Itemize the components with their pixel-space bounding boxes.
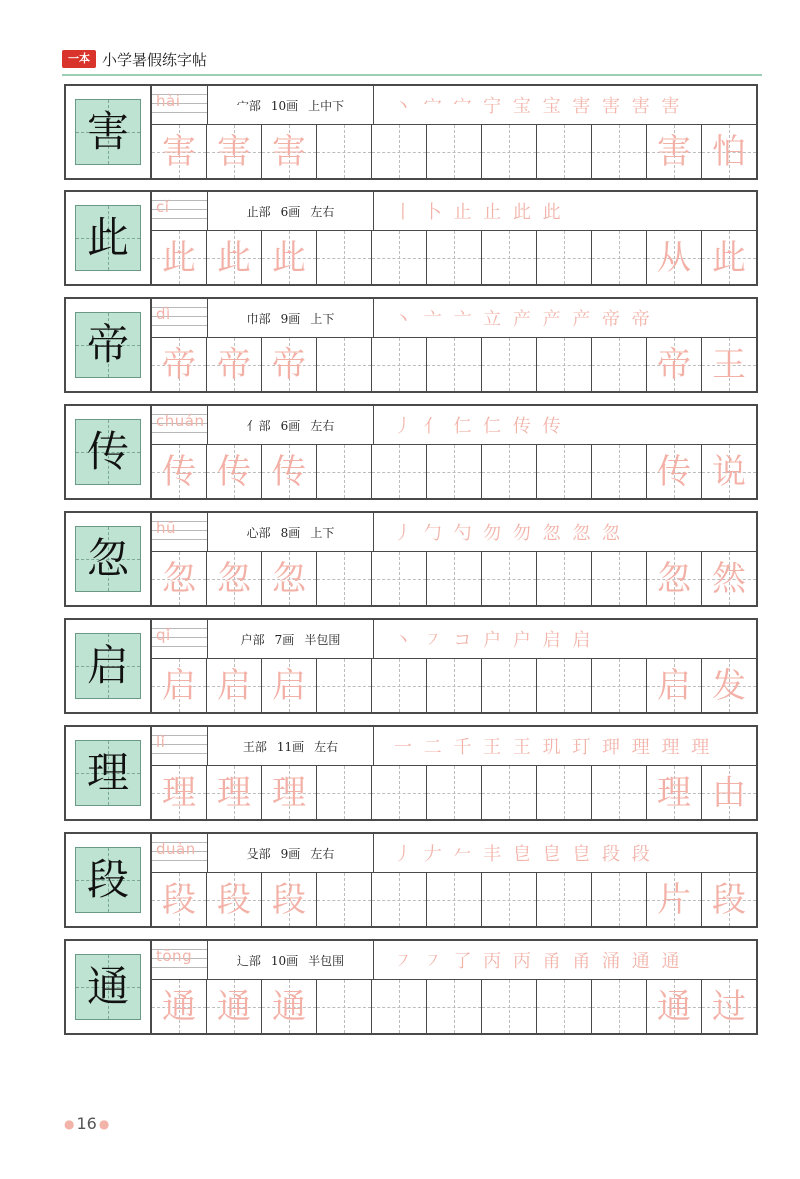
writing-cell[interactable] [427, 766, 482, 819]
writing-cell[interactable] [317, 445, 372, 498]
trace-char: 理 [272, 772, 306, 813]
writing-cell[interactable] [592, 766, 647, 819]
word-char: 此 [712, 237, 746, 278]
model-char: 通 [86, 962, 129, 1011]
writing-cell[interactable] [702, 873, 756, 926]
trace-char: 帝 [217, 344, 251, 385]
writing-cell[interactable] [592, 125, 647, 178]
pinyin-lines [152, 834, 208, 872]
writing-cell[interactable] [647, 766, 702, 819]
char-info [208, 834, 374, 872]
writing-cell[interactable] [262, 125, 317, 178]
trace-char: 启 [217, 665, 251, 706]
writing-cell[interactable] [482, 766, 537, 819]
writing-grid [152, 124, 756, 178]
model-char-box [66, 192, 152, 284]
writing-cell[interactable] [537, 980, 592, 1033]
writing-cell[interactable] [207, 552, 262, 605]
writing-cell[interactable] [647, 873, 702, 926]
writing-cell[interactable] [702, 338, 756, 391]
trace-char: 帝 [162, 344, 196, 385]
trace-char: 理 [217, 772, 251, 813]
practice-row [64, 190, 758, 286]
word-char: 由 [712, 772, 746, 813]
practice-row [64, 511, 758, 607]
trace-char: 段 [162, 879, 196, 920]
trace-char: 通 [272, 986, 306, 1027]
model-char-box [66, 620, 152, 712]
writing-cell[interactable] [427, 873, 482, 926]
writing-grid [152, 658, 756, 712]
tian-grid [75, 205, 141, 271]
radical: 宀部 [236, 98, 261, 113]
writing-cell[interactable] [262, 980, 317, 1033]
writing-cell[interactable] [152, 338, 207, 391]
trace-char: 此 [272, 237, 306, 278]
tian-grid [75, 740, 141, 806]
word-char: 然 [712, 558, 746, 599]
writing-cell[interactable] [317, 125, 372, 178]
model-char: 忽 [86, 534, 129, 583]
structure: 上下 [310, 311, 335, 326]
page-header [62, 48, 207, 70]
pinyin: hài [156, 92, 181, 110]
writing-cell[interactable] [207, 338, 262, 391]
char-info [208, 192, 374, 230]
structure: 左右 [314, 739, 339, 754]
tian-grid [75, 419, 141, 485]
word-char: 通 [657, 986, 691, 1027]
practice-row [64, 832, 758, 928]
trace-char: 忽 [217, 558, 251, 599]
model-char-box [66, 941, 152, 1033]
model-char: 理 [86, 748, 129, 797]
writing-cell[interactable] [317, 873, 372, 926]
pinyin-lines [152, 299, 208, 337]
word-char: 说 [712, 451, 746, 492]
stroke-count: 7画 [274, 632, 295, 647]
char-info [208, 299, 374, 337]
trace-char: 段 [272, 879, 306, 920]
writing-cell[interactable] [592, 231, 647, 284]
writing-cell[interactable] [152, 231, 207, 284]
stroke-order: 丶 ㇇ コ 户 户 启 启 [394, 630, 594, 651]
writing-cell[interactable] [372, 873, 427, 926]
word-char: 怕 [712, 131, 746, 172]
pinyin-lines [152, 406, 208, 444]
trace-char: 通 [217, 986, 251, 1027]
pinyin: dì [156, 305, 171, 323]
radical: 辶部 [236, 953, 261, 968]
writing-cell[interactable] [482, 231, 537, 284]
trace-char: 段 [217, 879, 251, 920]
writing-cell[interactable] [702, 766, 756, 819]
writing-cell[interactable] [152, 552, 207, 605]
model-char: 传 [86, 427, 129, 476]
stroke-order: 丨 卜 止 止 此 此 [394, 202, 564, 223]
writing-cell[interactable] [592, 338, 647, 391]
writing-cell[interactable] [262, 231, 317, 284]
writing-cell[interactable] [537, 659, 592, 712]
writing-cell[interactable] [647, 338, 702, 391]
word-char: 害 [657, 131, 691, 172]
stroke-order: ㇇ ㇇ 了 丙 丙 甬 甬 涌 通 通 [394, 951, 683, 972]
stroke-count: 10画 [270, 98, 299, 113]
structure: 左右 [310, 204, 335, 219]
trace-char: 害 [272, 131, 306, 172]
word-char: 片 [657, 879, 691, 920]
stroke-order: 丶 亠 亠 立 产 产 产 帝 帝 [394, 309, 653, 330]
pinyin: lǐ [156, 733, 166, 751]
writing-cell[interactable] [702, 445, 756, 498]
page-number [62, 1114, 111, 1133]
pinyin: duàn [156, 840, 196, 858]
writing-cell[interactable] [427, 125, 482, 178]
word-char: 从 [657, 237, 691, 278]
tian-grid [75, 526, 141, 592]
writing-cell[interactable] [152, 125, 207, 178]
model-char: 害 [86, 107, 129, 156]
trace-char: 传 [162, 451, 196, 492]
pinyin-lines [152, 513, 208, 551]
pinyin: cǐ [156, 198, 170, 216]
trace-char: 传 [217, 451, 251, 492]
radical: 王部 [242, 739, 267, 754]
practice-row [64, 618, 758, 714]
writing-grid [152, 444, 756, 498]
word-char: 发 [712, 665, 746, 706]
model-char: 帝 [86, 320, 129, 369]
char-info [208, 941, 374, 979]
stroke-order: 丿 𠂇 𠂉 丰 皀 皀 皀 段 段 [394, 844, 653, 865]
char-info [208, 513, 374, 551]
writing-cell[interactable] [262, 659, 317, 712]
stroke-count: 9画 [280, 846, 301, 861]
writing-cell[interactable] [207, 659, 262, 712]
writing-cell[interactable] [702, 980, 756, 1033]
trace-char: 忽 [162, 558, 196, 599]
pinyin: chuán [156, 412, 205, 430]
char-info [208, 406, 374, 444]
radical: 心部 [246, 525, 271, 540]
writing-cell[interactable] [537, 552, 592, 605]
dot-icon: ● [98, 1116, 110, 1131]
writing-cell[interactable] [152, 659, 207, 712]
trace-char: 理 [162, 772, 196, 813]
radical: 止部 [246, 204, 271, 219]
writing-cell[interactable] [427, 980, 482, 1033]
writing-cell[interactable] [537, 125, 592, 178]
writing-cell[interactable] [152, 766, 207, 819]
structure: 半包围 [304, 632, 341, 647]
writing-cell[interactable] [427, 231, 482, 284]
writing-cell[interactable] [482, 873, 537, 926]
tian-grid [75, 312, 141, 378]
pinyin-lines [152, 941, 208, 979]
writing-cell[interactable] [372, 338, 427, 391]
writing-cell[interactable] [372, 552, 427, 605]
model-char: 此 [86, 213, 129, 262]
book-title: 小学暑假练字帖 [102, 50, 208, 69]
writing-cell[interactable] [152, 445, 207, 498]
writing-cell[interactable] [317, 231, 372, 284]
writing-cell[interactable] [372, 980, 427, 1033]
pinyin-lines [152, 727, 208, 765]
word-char: 启 [657, 665, 691, 706]
writing-cell[interactable] [702, 125, 756, 178]
writing-grid [152, 765, 756, 819]
trace-char: 启 [162, 665, 196, 706]
writing-cell[interactable] [427, 659, 482, 712]
pinyin-lines [152, 86, 208, 124]
writing-cell[interactable] [592, 659, 647, 712]
writing-cell[interactable] [317, 766, 372, 819]
practice-row [64, 939, 758, 1035]
word-char: 过 [712, 986, 746, 1027]
writing-cell[interactable] [592, 980, 647, 1033]
tian-grid [75, 847, 141, 913]
char-info [208, 727, 374, 765]
writing-cell[interactable] [207, 980, 262, 1033]
writing-cell[interactable] [372, 445, 427, 498]
writing-cell[interactable] [372, 125, 427, 178]
series-badge: 一本 [62, 50, 96, 68]
structure: 上下 [310, 525, 335, 540]
writing-cell[interactable] [207, 873, 262, 926]
writing-cell[interactable] [427, 445, 482, 498]
model-char-box [66, 86, 152, 178]
writing-cell[interactable] [537, 873, 592, 926]
writing-cell[interactable] [647, 980, 702, 1033]
tian-grid [75, 99, 141, 165]
stroke-order: 丿 亻 仁 仁 传 传 [394, 416, 564, 437]
trace-char: 此 [162, 237, 196, 278]
trace-char: 启 [272, 665, 306, 706]
model-char-box [66, 834, 152, 926]
stroke-order: 丿 勹 勺 勿 勿 忽 忽 忽 [394, 523, 624, 544]
writing-cell[interactable] [317, 980, 372, 1033]
char-info [208, 620, 374, 658]
writing-cell[interactable] [427, 338, 482, 391]
writing-cell[interactable] [537, 338, 592, 391]
writing-cell[interactable] [702, 231, 756, 284]
trace-char: 害 [217, 131, 251, 172]
writing-cell[interactable] [317, 552, 372, 605]
trace-char: 此 [217, 237, 251, 278]
writing-cell[interactable] [262, 445, 317, 498]
trace-char: 忽 [272, 558, 306, 599]
writing-cell[interactable] [537, 231, 592, 284]
pinyin: qǐ [156, 626, 171, 644]
writing-cell[interactable] [207, 766, 262, 819]
writing-cell[interactable] [482, 659, 537, 712]
writing-grid [152, 551, 756, 605]
trace-char: 通 [162, 986, 196, 1027]
model-char: 启 [86, 641, 129, 690]
writing-grid [152, 230, 756, 284]
radical: 巾部 [246, 311, 271, 326]
practice-row [64, 297, 758, 393]
stroke-count: 8画 [280, 525, 301, 540]
word-char: 帝 [657, 344, 691, 385]
page-number-text: 16 [76, 1114, 97, 1133]
pinyin-lines [152, 620, 208, 658]
writing-cell[interactable] [372, 231, 427, 284]
writing-grid [152, 979, 756, 1033]
writing-cell[interactable] [647, 231, 702, 284]
practice-row [64, 404, 758, 500]
writing-cell[interactable] [482, 980, 537, 1033]
stroke-count: 10画 [270, 953, 299, 968]
writing-cell[interactable] [152, 873, 207, 926]
writing-cell[interactable] [647, 659, 702, 712]
radical: 亻部 [246, 418, 271, 433]
stroke-count: 11画 [276, 739, 305, 754]
writing-cell[interactable] [317, 659, 372, 712]
writing-grid [152, 872, 756, 926]
writing-cell[interactable] [262, 552, 317, 605]
writing-cell[interactable] [482, 552, 537, 605]
writing-cell[interactable] [702, 552, 756, 605]
header-divider [62, 74, 762, 76]
stroke-count: 6画 [280, 204, 301, 219]
writing-cell[interactable] [262, 766, 317, 819]
writing-cell[interactable] [647, 445, 702, 498]
structure: 上中下 [308, 98, 345, 113]
writing-cell[interactable] [702, 659, 756, 712]
trace-char: 害 [162, 131, 196, 172]
writing-grid [152, 337, 756, 391]
model-char-box [66, 513, 152, 605]
writing-cell[interactable] [537, 445, 592, 498]
trace-char: 帝 [272, 344, 306, 385]
word-char: 理 [657, 772, 691, 813]
writing-cell[interactable] [372, 659, 427, 712]
writing-cell[interactable] [482, 445, 537, 498]
pinyin-lines [152, 192, 208, 230]
writing-cell[interactable] [482, 338, 537, 391]
tian-grid [75, 633, 141, 699]
practice-row [64, 84, 758, 180]
practice-row [64, 725, 758, 821]
structure: 半包围 [308, 953, 345, 968]
model-char-box [66, 406, 152, 498]
pinyin: tōng [156, 947, 193, 965]
writing-cell[interactable] [207, 445, 262, 498]
structure: 左右 [310, 418, 335, 433]
structure: 左右 [310, 846, 335, 861]
writing-cell[interactable] [592, 873, 647, 926]
model-char-box [66, 299, 152, 391]
trace-char: 传 [272, 451, 306, 492]
writing-cell[interactable] [592, 552, 647, 605]
writing-cell[interactable] [152, 980, 207, 1033]
word-char: 段 [712, 879, 746, 920]
writing-cell[interactable] [262, 873, 317, 926]
radical: 殳部 [246, 846, 271, 861]
writing-cell[interactable] [647, 125, 702, 178]
stroke-count: 9画 [280, 311, 301, 326]
dot-icon: ● [64, 1116, 75, 1131]
model-char: 段 [86, 855, 129, 904]
writing-cell[interactable] [262, 338, 317, 391]
writing-cell[interactable] [537, 766, 592, 819]
writing-cell[interactable] [372, 766, 427, 819]
tian-grid [75, 954, 141, 1020]
writing-cell[interactable] [207, 125, 262, 178]
writing-cell[interactable] [647, 552, 702, 605]
writing-cell[interactable] [317, 338, 372, 391]
word-char: 忽 [657, 558, 691, 599]
radical: 户部 [240, 632, 265, 647]
writing-cell[interactable] [482, 125, 537, 178]
stroke-order: 一 二 千 王 王 玑 玎 玾 理 理 理 [394, 737, 713, 758]
writing-cell[interactable] [592, 445, 647, 498]
word-char: 王 [712, 344, 746, 385]
pinyin: hū [156, 519, 177, 537]
word-char: 传 [657, 451, 691, 492]
stroke-order: 丶 宀 宀 宁 宝 宝 害 害 害 害 [394, 96, 683, 117]
model-char-box [66, 727, 152, 819]
writing-cell[interactable] [207, 231, 262, 284]
writing-cell[interactable] [427, 552, 482, 605]
char-info [208, 86, 374, 124]
stroke-count: 6画 [280, 418, 301, 433]
